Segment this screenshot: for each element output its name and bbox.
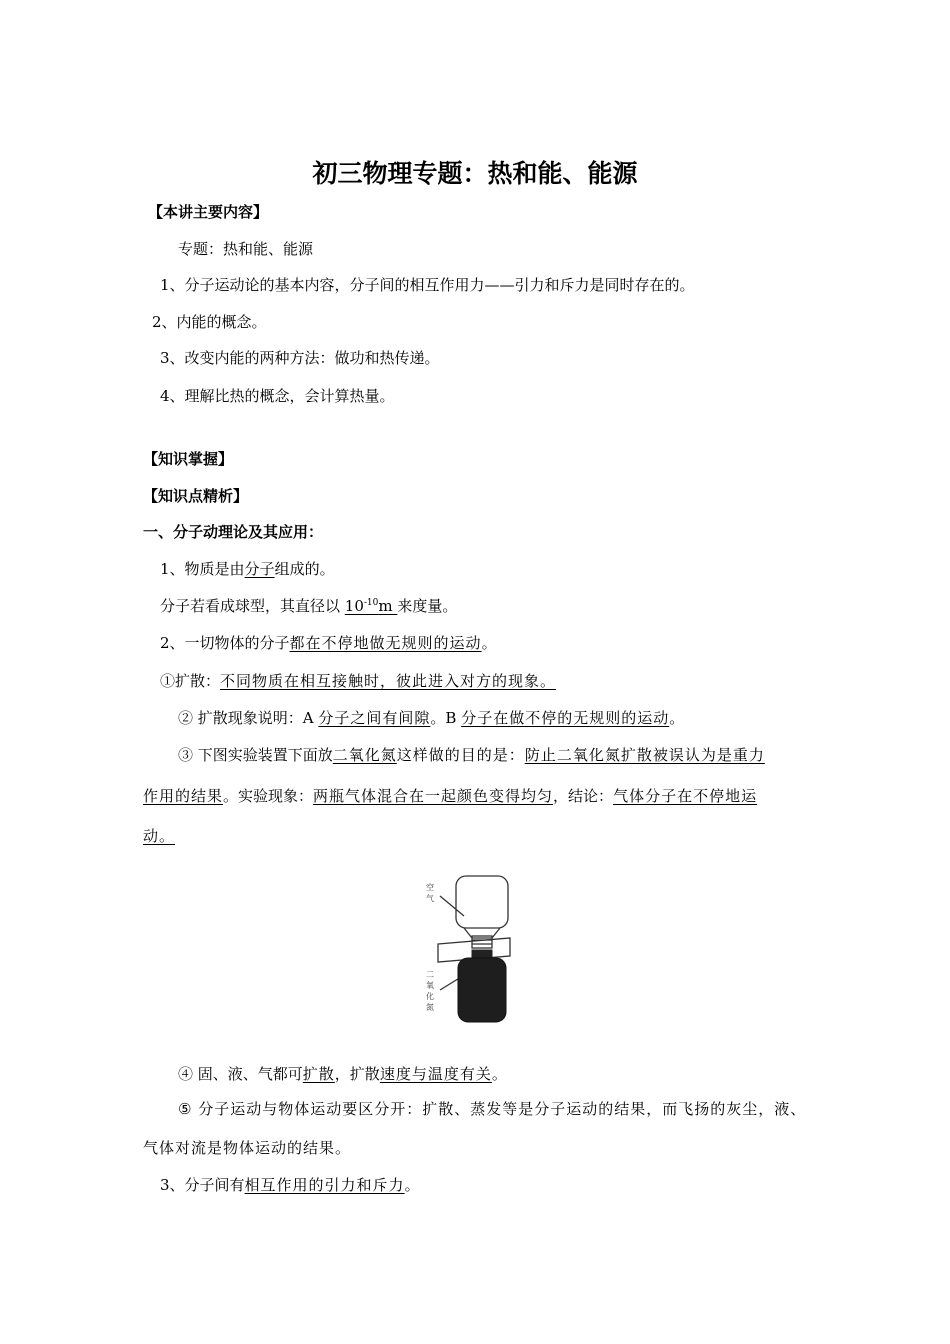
text: 。	[481, 634, 497, 652]
no2-label: 二氧化氮	[426, 970, 434, 1012]
text: ④ 固、液、气都可	[178, 1065, 303, 1083]
text: 1、物质是由	[160, 560, 245, 578]
underlined-answer: 不同物质在相互接触时，彼此进入对方的现象。	[220, 672, 557, 690]
exp-power: -10	[363, 598, 379, 608]
paragraph-motion	[160, 633, 497, 653]
unit: m	[378, 597, 398, 615]
underlined-answer: 分子	[244, 560, 275, 578]
text: ①扩散：	[160, 672, 221, 690]
main-item-2: 2、内能的概念。	[152, 313, 267, 331]
text: ，扩散	[334, 1065, 380, 1083]
text: 来度量。	[397, 597, 458, 615]
paragraph-diameter	[160, 596, 457, 616]
text: 分子若看成球型，其直径以	[160, 597, 345, 615]
page-title: 初三物理专题：热和能、能源	[312, 159, 638, 188]
air-label: 空气	[426, 883, 434, 903]
knowledge-heading: 【知识掌握】	[143, 450, 234, 468]
no2-bottle	[458, 958, 506, 1022]
underlined-answer: 作用的结果	[143, 787, 224, 805]
air-bottle	[456, 876, 508, 928]
text: 组成的。	[274, 560, 335, 578]
diffusion-experiment-figure	[416, 872, 526, 1027]
text: 。	[669, 709, 685, 727]
paragraph-diffusion-shows	[178, 708, 684, 728]
text: 。实验现象：	[223, 787, 314, 805]
paragraph-experiment-line1	[178, 745, 765, 765]
underlined-answer: 二氧化氮	[332, 746, 397, 764]
main-item-4: 4、理解比热的概念，会计算热量。	[160, 387, 395, 405]
underlined-answer: 防止二氧化氮扩散被误认为是重力	[524, 746, 765, 764]
text: ② 扩散现象说明：A	[178, 709, 319, 727]
main-item-1: 1、分子运动论的基本内容，分子间的相互作用力——引力和斥力是同时存在的。	[160, 276, 695, 294]
text: 。B	[430, 709, 462, 727]
paragraph-diffusion	[160, 671, 556, 691]
text: 。	[404, 1176, 420, 1194]
paragraph-distinguish-line1: ⑤ 分子运动与物体运动要区分开：扩散、蒸发等是分子运动的结果，而飞扬的灰尘，液、	[178, 1100, 807, 1118]
exp-base: 10	[344, 597, 364, 615]
text: 。	[491, 1065, 507, 1083]
underlined-answer: 扩散	[302, 1065, 335, 1083]
paragraph-distinguish-line2: 气体对流是物体运动的结果。	[143, 1139, 352, 1157]
underlined-answer: 动。	[143, 827, 176, 845]
underlined-answer: 两瓶气体混合在一起颜色变得均匀	[313, 787, 554, 805]
paragraph-forces	[160, 1175, 420, 1195]
underlined-answer: 速度与温度有关	[379, 1065, 492, 1083]
paragraph-molecules	[160, 559, 335, 579]
main-item-3: 3、改变内能的两种方法：做功和热传递。	[160, 349, 440, 367]
text: ，结论：	[553, 787, 614, 805]
air-pointer	[440, 896, 464, 916]
part1-heading: 一、分子动理论及其应用：	[143, 523, 324, 541]
paragraph-states	[178, 1064, 507, 1084]
paragraph-experiment-line3	[143, 826, 175, 846]
text: ③ 下图实验装置下面放	[178, 746, 333, 764]
underlined-answer: 都在不停地做无规则的运动	[289, 634, 482, 652]
underlined-answer: 分子之间有间隙	[318, 709, 431, 727]
text: 3、分子间有	[160, 1176, 245, 1194]
underlined-answer: 相互作用的引力和斥力	[244, 1176, 405, 1194]
paragraph-experiment-line2	[143, 786, 757, 806]
text: 这样做的目的是：	[396, 746, 525, 764]
text: 2、一切物体的分子	[160, 634, 290, 652]
main-content-heading: 【本讲主要内容】	[148, 203, 269, 221]
underlined-answer: 分子在做不停的无规则的运动	[461, 709, 670, 727]
knowledge-subheading: 【知识点精析】	[143, 487, 249, 505]
topic-line: 专题：热和能、能源	[178, 240, 314, 258]
underlined-answer: 气体分子在不停地运	[613, 787, 758, 805]
underlined-answer	[345, 597, 398, 615]
